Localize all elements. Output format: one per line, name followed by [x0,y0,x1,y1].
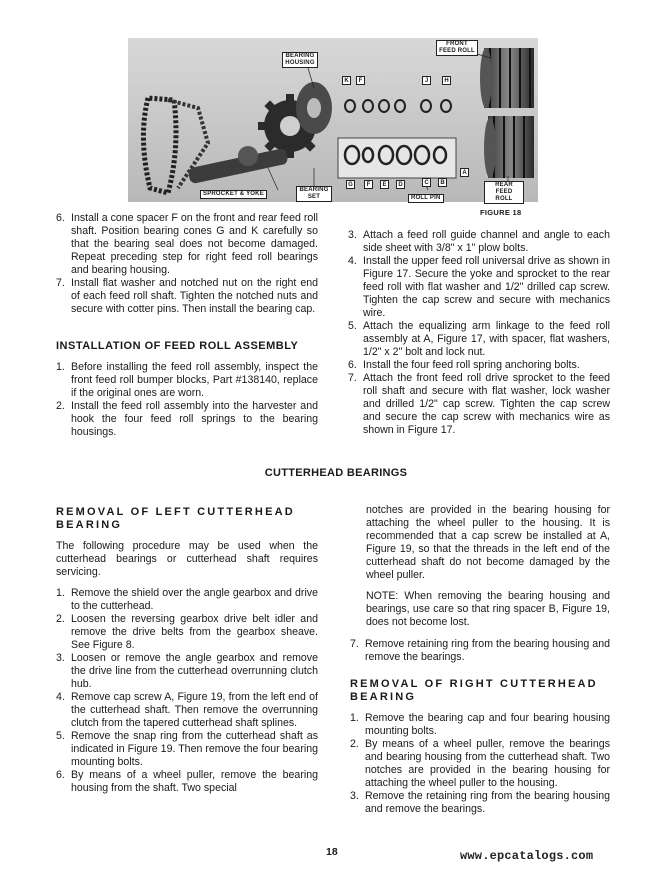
callout-bearing-housing: BEARING HOUSING [282,52,318,68]
label-f-bottom: F [364,180,373,189]
left-column-lower [56,506,318,795]
right-column-lower [366,504,610,637]
feed-roll-steps [348,229,610,437]
right-bearing-heading: REMOVAL OF RIGHT CUTTERHEAD BEARING [350,678,598,703]
list-item: 1. Remove the bearing cap and four bearing housing mounting bolts. [350,712,610,737]
right-column-upper [348,229,610,437]
list-item: 2. Install the feed roll assembly into the harvester and hook the four feed roll springs to the bearing housings. [56,400,318,438]
list-item: 1. Remove the shield over the angle gearbox and drive to the cutterhead. [56,587,318,612]
list-item: 3. Loosen or remove the angle gearbox and remove the drive line from the cutterhead overrunning clutch hub. [56,652,318,690]
section-heading: CUTTERHEAD BEARINGS [264,467,408,479]
callout-bearing-set: BEARING SET [296,186,332,202]
list-item: 7. Install flat washer and notched nut on the right end of each feed roll shaft. Tighten the notched nuts and secure with cotter pins. Then install the bearing cap. [56,277,318,315]
list-item: 5. Attach the equalizing arm linkage to the feed roll assembly at A, Figure 17, with spacer, flat washers, 1/2" x 2" bolt and lock nut. [348,320,610,358]
list-item: 3. Remove the retaining ring from the bearing housing and remove the bearings. [350,790,610,815]
installation-heading: INSTALLATION OF FEED ROLL ASSEMBLY [56,340,299,352]
right-column-lower-steps [350,638,610,816]
callout-sprocket-yoke: SPROCKET & YOKE [200,190,267,199]
label-b: B [438,178,447,187]
callout-roll-pin: ROLL PIN [408,194,444,203]
figure-caption: FIGURE 18 [480,208,522,217]
label-d: D [396,180,405,189]
label-j: J [422,76,431,85]
left-column-upper [56,212,318,439]
label-h: H [442,76,451,85]
installation-steps [56,361,318,439]
list-item: 4. Remove cap screw A, Figure 19, from the left end of the cutterhead shaft. Then remove the overrunning clutch from the tapered cutterhead shaft splines. [56,691,318,729]
label-e: E [380,180,389,189]
list-item: 2. Loosen the reversing gearbox drive belt idler and remove the drive belts from the gearbox sheave. See Figure 8. [56,613,318,651]
list-item: 7. Attach the front feed roll drive sprocket to the feed roll shaft and secure with flat washer, lock washer and drilled 1/2" cap screw. Tighten the cap screw and secure the cap screw with mechanics wire as shown in Figure 17. [348,372,610,436]
list-item: 5. Remove the snap ring from the cutterhead shaft as indicated in Figure 19. Then remove the four bearing mounting bolts. [56,730,318,768]
callout-front-feed-roll: FRONT FEED ROLL [436,40,478,56]
watermark: www.epcatalogs.com [460,849,594,863]
list-item: 1. Before installing the feed roll assembly, inspect the front feed roll bumper blocks, Part #138140, replace if the original ones are worn. [56,361,318,399]
continued-paragraph: notches are provided in the bearing housing for attaching the wheel puller to the housing. It is recommended that a cap screw be installed at A, Figure 19, so that the threads in the left end of the cutterhead shaft do not become damaged by the wheel puller. [366,504,610,581]
label-k: K [342,76,351,85]
figure-18 [128,38,538,202]
intro-paragraph: The following procedure may be used when the cutterhead bearings or cutterhead shaft requires servicing. [56,540,318,578]
page-number: 18 [326,846,338,858]
list-item: 6. Install the four feed roll spring anchoring bolts. [348,359,580,371]
label-c: C [422,178,431,187]
label-a: A [460,168,469,177]
list-item: 4. Install the upper feed roll universal drive as shown in Figure 17. Secure the yoke and sprocket to the rear feed roll with flat washer and 1/2" drilled cap screw. Tighten the cap screw and secure with mechanics wire. [348,255,610,319]
bearing-install-steps [56,212,318,316]
left-bearing-steps [56,587,318,795]
list-item: 7. Remove retaining ring from the bearing housing and remove the bearings. [350,638,610,663]
feed-roll-parts-photo [128,38,538,202]
label-g: G [346,180,355,189]
list-item: 2. By means of a wheel puller, remove the bearings and bearing housing from the cutterhead shaft. Two notches are provided in the bearing housing for attaching the wheel puller to the housing. [350,738,610,789]
label-f-top: F [356,76,365,85]
left-bearing-heading: REMOVAL OF LEFT CUTTERHEAD BEARING [56,506,295,531]
left-bearing-step-7 [350,638,610,664]
list-item: 6. Install a cone spacer F on the front and rear feed roll shaft. Position bearing cones G and K carefully so that the bearing seal does not become damaged. Repeat preceding step for right feed roll bearings and bearing housing. [56,212,318,276]
right-bearing-steps [350,712,610,816]
list-item: 3. Attach a feed roll guide channel and angle to each side sheet with 3/8" x 1" plow bolts. [348,229,610,254]
callout-rear-feed-roll: REAR FEED ROLL [484,181,524,204]
list-item: 6. By means of a wheel puller, remove the bearing housing from the shaft. Two special [56,769,318,794]
note-paragraph: NOTE: When removing the bearing housing and bearings, use care so that ring spacer B, Figure 19, does not become lost. [366,590,610,628]
